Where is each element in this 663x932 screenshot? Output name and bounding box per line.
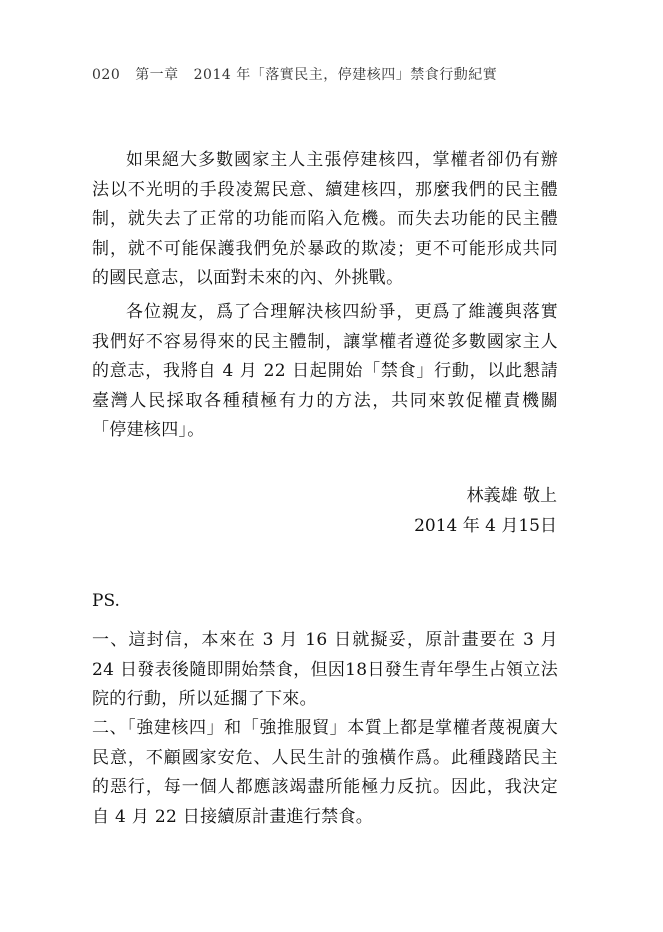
chapter-title: 2014 年「落實民主，停建核四」禁食行動紀實 — [193, 67, 498, 83]
chapter-label: 第一章 — [135, 67, 179, 83]
body-paragraph-2: 各位親友，爲了合理解決核四紛爭，更爲了維護與落實我們好不容易得來的民主體制，讓掌權者遵從多數國家主人的意志，我將自 4 月 22 日起開始「禁食」行動，以此懇請臺灣人民採取各種積極有力的方法，共同來敦促權責機關「停建核四」。 — [92, 302, 558, 440]
postscript-item-2: 二、「強建核四」和「強推服貿」本質上都是掌權者蔑視廣大民意，不顧國家安危、人民生計的強橫作爲。此種踐踏民主的惡行，每一個人都應該竭盡所能極力反抗。因此，我決定自 4 月 22 日接續原計畫進行禁食。 — [92, 718, 558, 827]
body-paragraph-1: 如果絕大多數國家主人主張停建核四，掌權者卻仍有辦法以不光明的手段凌駕民意、續建核四，那麼我們的民主體制，就失去了正常的功能而陷入危機。而失去功能的民主體制，就不可能保護我們免於暴政的欺凌；更不可能形成共同的國民意志，以面對未來的內、外挑戰。 — [92, 150, 558, 288]
postscript-label: PS. — [92, 591, 120, 611]
signature-name: 林義雄 敬上 — [466, 486, 557, 506]
page-number: 020 — [92, 67, 121, 83]
signature-date: 2014 年 4 月15日 — [414, 516, 557, 536]
postscript-item-1: 一、這封信，本來在 3 月 16 日就擬妥，原計畫要在 3 月 24 日發表後隨即開始禁食，但因18日發生青年學生占領立法院的行動，所以延擱了下來。 — [92, 630, 558, 709]
running-header — [92, 64, 507, 84]
